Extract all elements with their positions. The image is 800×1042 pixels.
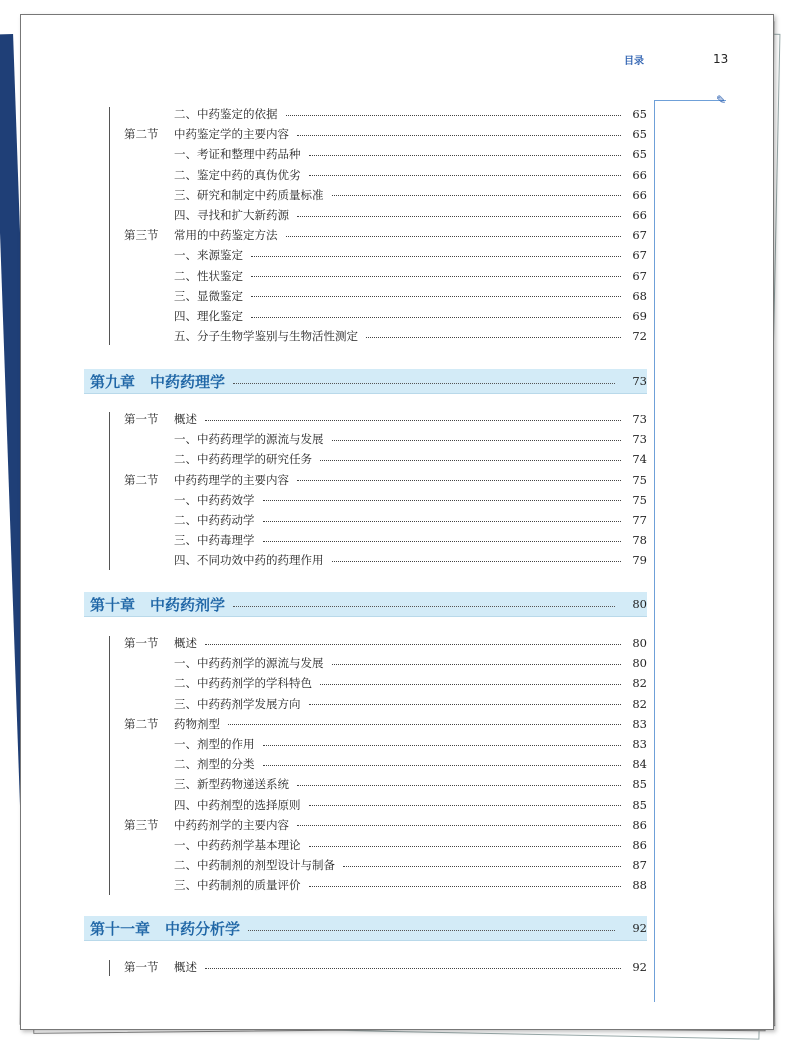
chapter-title: 第十章 中药药剂学 xyxy=(90,595,226,614)
leader-dots xyxy=(297,135,621,136)
entry-page: 67 xyxy=(632,228,647,243)
leader-dots xyxy=(228,724,621,725)
toc-entry[interactable] xyxy=(174,531,647,549)
entry-page: 79 xyxy=(632,553,647,568)
subsection-title: 二、中药药剂学的学科特色 xyxy=(174,676,312,691)
entry-page: 85 xyxy=(632,777,647,792)
toc-entry[interactable] xyxy=(174,450,647,468)
toc-entry[interactable] xyxy=(174,695,647,713)
subsection-title: 一、中药药效学 xyxy=(174,492,255,507)
entry-page: 69 xyxy=(632,309,647,323)
entry-page: 65 xyxy=(632,127,647,142)
toc-entry[interactable] xyxy=(174,796,647,814)
entry-page: 87 xyxy=(632,858,647,873)
chapter-heading[interactable] xyxy=(84,369,647,394)
leader-dots xyxy=(233,383,615,384)
entry-page: 73 xyxy=(632,432,647,447)
entry-page: 73 xyxy=(632,412,647,426)
section-title: 中药药理学的主要内容 xyxy=(174,472,289,487)
chapter-title: 第九章 中药药理学 xyxy=(90,372,226,391)
section-number: 第二节 xyxy=(124,716,159,731)
section-number: 第二节 xyxy=(124,472,159,487)
leader-dots xyxy=(263,765,622,766)
leader-dots xyxy=(309,805,622,806)
section-group-bar xyxy=(109,412,110,570)
subsection-title: 二、中药制剂的剂型设计与制备 xyxy=(174,858,335,873)
toc-entry[interactable] xyxy=(174,654,647,672)
entry-page: 82 xyxy=(632,696,647,711)
subsection-title: 二、鉴定中药的真伪优劣 xyxy=(174,167,301,182)
section-group-bar xyxy=(109,107,110,345)
leader-dots xyxy=(286,236,622,237)
subsection-title: 一、考证和整理中药品种 xyxy=(174,147,301,162)
chapter-page: 80 xyxy=(632,597,647,611)
leader-dots xyxy=(297,785,621,786)
subsection-title: 一、中药药剂学的源流与发展 xyxy=(174,656,324,671)
page-number: 13 xyxy=(713,52,729,66)
toc-entry[interactable] xyxy=(124,634,647,652)
section-number: 第一节 xyxy=(124,960,159,974)
toc-entry[interactable] xyxy=(174,267,647,285)
leader-dots xyxy=(263,521,622,522)
subsection-title: 三、中药毒理学 xyxy=(174,533,255,548)
leader-dots xyxy=(366,337,621,338)
toc-entry[interactable] xyxy=(174,307,647,325)
entry-page: 83 xyxy=(632,716,647,731)
leader-dots xyxy=(251,276,621,277)
subsection-title: 四、不同功效中药的药理作用 xyxy=(174,553,324,568)
section-number: 第二节 xyxy=(124,127,159,142)
toc-entry[interactable] xyxy=(124,816,647,834)
subsection-title: 三、中药制剂的质量评价 xyxy=(174,878,301,893)
entry-page: 65 xyxy=(632,107,647,121)
section-title: 概述 xyxy=(174,960,197,974)
subsection-title: 三、中药药剂学发展方向 xyxy=(174,696,301,711)
entry-page: 66 xyxy=(632,187,647,202)
entry-page: 83 xyxy=(632,737,647,751)
toc-entry[interactable] xyxy=(174,206,647,224)
entry-page: 66 xyxy=(632,208,647,222)
entry-page: 85 xyxy=(632,797,647,812)
margin-rule xyxy=(654,100,655,1002)
chapter-heading[interactable] xyxy=(84,916,647,941)
leader-dots xyxy=(309,704,622,705)
toc-entry[interactable] xyxy=(124,410,647,428)
entry-page: 84 xyxy=(632,757,647,772)
leader-dots xyxy=(309,155,622,156)
entry-page: 80 xyxy=(632,636,647,650)
leader-dots xyxy=(332,561,622,562)
leader-dots xyxy=(251,317,621,318)
toc-entry[interactable] xyxy=(124,715,647,733)
section-number: 第三节 xyxy=(124,228,159,243)
running-header-label: 目录 xyxy=(624,56,644,67)
toc-entry[interactable] xyxy=(174,735,647,753)
entry-page: 65 xyxy=(632,147,647,162)
subsection-title: 四、寻找和扩大新药源 xyxy=(174,208,289,222)
toc-entry[interactable] xyxy=(174,287,647,305)
chapter-title: 第十一章 中药分析学 xyxy=(90,919,241,938)
subsection-title: 一、剂型的作用 xyxy=(174,737,255,751)
section-title: 药物剂型 xyxy=(174,716,220,731)
subsection-title: 五、分子生物学鉴别与生物活性测定 xyxy=(174,329,358,344)
section-title: 中药鉴定学的主要内容 xyxy=(174,127,289,142)
entry-page: 77 xyxy=(632,513,647,527)
toc-entry[interactable] xyxy=(174,166,647,184)
toc-entry[interactable] xyxy=(174,145,647,163)
leader-dots xyxy=(309,175,622,176)
toc-entry[interactable] xyxy=(174,491,647,509)
entry-page: 66 xyxy=(632,167,647,182)
entry-page: 67 xyxy=(632,248,647,263)
leader-dots xyxy=(297,216,621,217)
entry-page: 74 xyxy=(632,452,647,467)
toc-entry[interactable] xyxy=(174,755,647,773)
section-title: 概述 xyxy=(174,412,197,426)
leader-dots xyxy=(263,500,622,501)
section-number: 第一节 xyxy=(124,412,159,426)
leader-dots xyxy=(205,644,621,645)
subsection-title: 三、研究和制定中药质量标准 xyxy=(174,187,324,202)
subsection-title: 一、中药药剂学基本理论 xyxy=(174,838,301,852)
entry-page: 75 xyxy=(632,492,647,507)
entry-page: 86 xyxy=(632,838,647,852)
subsection-title: 二、中药药动学 xyxy=(174,513,255,527)
leader-dots xyxy=(263,745,622,746)
toc-entry[interactable] xyxy=(174,836,647,854)
entry-page: 82 xyxy=(632,676,647,691)
leader-dots xyxy=(251,256,621,257)
entry-page: 75 xyxy=(632,472,647,487)
leader-dots xyxy=(332,664,622,665)
entry-page: 92 xyxy=(632,960,647,974)
toc-entry[interactable] xyxy=(174,856,647,874)
entry-page: 80 xyxy=(632,656,647,671)
subsection-title: 二、性状鉴定 xyxy=(174,268,243,283)
toc-entry[interactable] xyxy=(174,186,647,204)
subsection-title: 二、剂型的分类 xyxy=(174,757,255,772)
entry-page: 72 xyxy=(632,329,647,344)
leader-dots xyxy=(320,684,621,685)
toc-entry[interactable] xyxy=(174,430,647,448)
section-title: 常用的中药鉴定方法 xyxy=(174,228,278,243)
section-title: 中药药剂学的主要内容 xyxy=(174,817,289,832)
toc-entry[interactable] xyxy=(174,674,647,692)
chapter-page: 92 xyxy=(632,921,647,935)
leader-dots xyxy=(332,440,622,441)
chapter-page: 73 xyxy=(632,374,647,388)
toc-entry[interactable] xyxy=(174,105,647,123)
section-group-bar xyxy=(109,636,110,895)
leader-dots xyxy=(251,296,621,297)
leader-dots xyxy=(248,930,615,931)
section-title: 概述 xyxy=(174,636,197,650)
leader-dots xyxy=(297,825,621,826)
entry-page: 78 xyxy=(632,533,647,548)
toc-entry[interactable] xyxy=(174,775,647,793)
subsection-title: 四、中药剂型的选择原则 xyxy=(174,797,301,812)
subsection-title: 四、理化鉴定 xyxy=(174,309,243,323)
pen-icon: ✎ xyxy=(716,93,727,107)
chapter-heading[interactable] xyxy=(84,592,647,617)
section-number: 第一节 xyxy=(124,636,159,650)
toc-entry[interactable] xyxy=(124,226,647,244)
subsection-title: 一、来源鉴定 xyxy=(174,248,243,263)
toc-entry[interactable] xyxy=(124,958,647,976)
subsection-title: 三、新型药物递送系统 xyxy=(174,777,289,792)
leader-dots xyxy=(263,541,622,542)
toc-entry[interactable] xyxy=(124,471,647,489)
entry-page: 68 xyxy=(632,288,647,303)
section-number: 第三节 xyxy=(124,817,159,832)
subsection-title: 二、中药鉴定的依据 xyxy=(174,107,278,121)
leader-dots xyxy=(297,480,621,481)
leader-dots xyxy=(205,968,621,969)
leader-dots xyxy=(233,606,615,607)
entry-page: 67 xyxy=(632,268,647,283)
leader-dots xyxy=(309,886,622,887)
leader-dots xyxy=(205,420,621,421)
section-group-bar xyxy=(109,960,110,976)
toc-entry[interactable] xyxy=(174,511,647,529)
leader-dots xyxy=(309,846,622,847)
entry-page: 88 xyxy=(632,878,647,893)
entry-page: 86 xyxy=(632,817,647,832)
toc-entry[interactable] xyxy=(174,551,647,569)
leader-dots xyxy=(286,115,622,116)
toc-entry[interactable] xyxy=(124,125,647,143)
leader-dots xyxy=(320,460,621,461)
leader-dots xyxy=(332,195,622,196)
subsection-title: 一、中药药理学的源流与发展 xyxy=(174,432,324,447)
toc-entry[interactable] xyxy=(174,876,647,894)
subsection-title: 二、中药药理学的研究任务 xyxy=(174,452,312,467)
leader-dots xyxy=(343,866,621,867)
toc-entry[interactable] xyxy=(174,246,647,264)
subsection-title: 三、显微鉴定 xyxy=(174,288,243,303)
toc-entry[interactable] xyxy=(174,327,647,345)
